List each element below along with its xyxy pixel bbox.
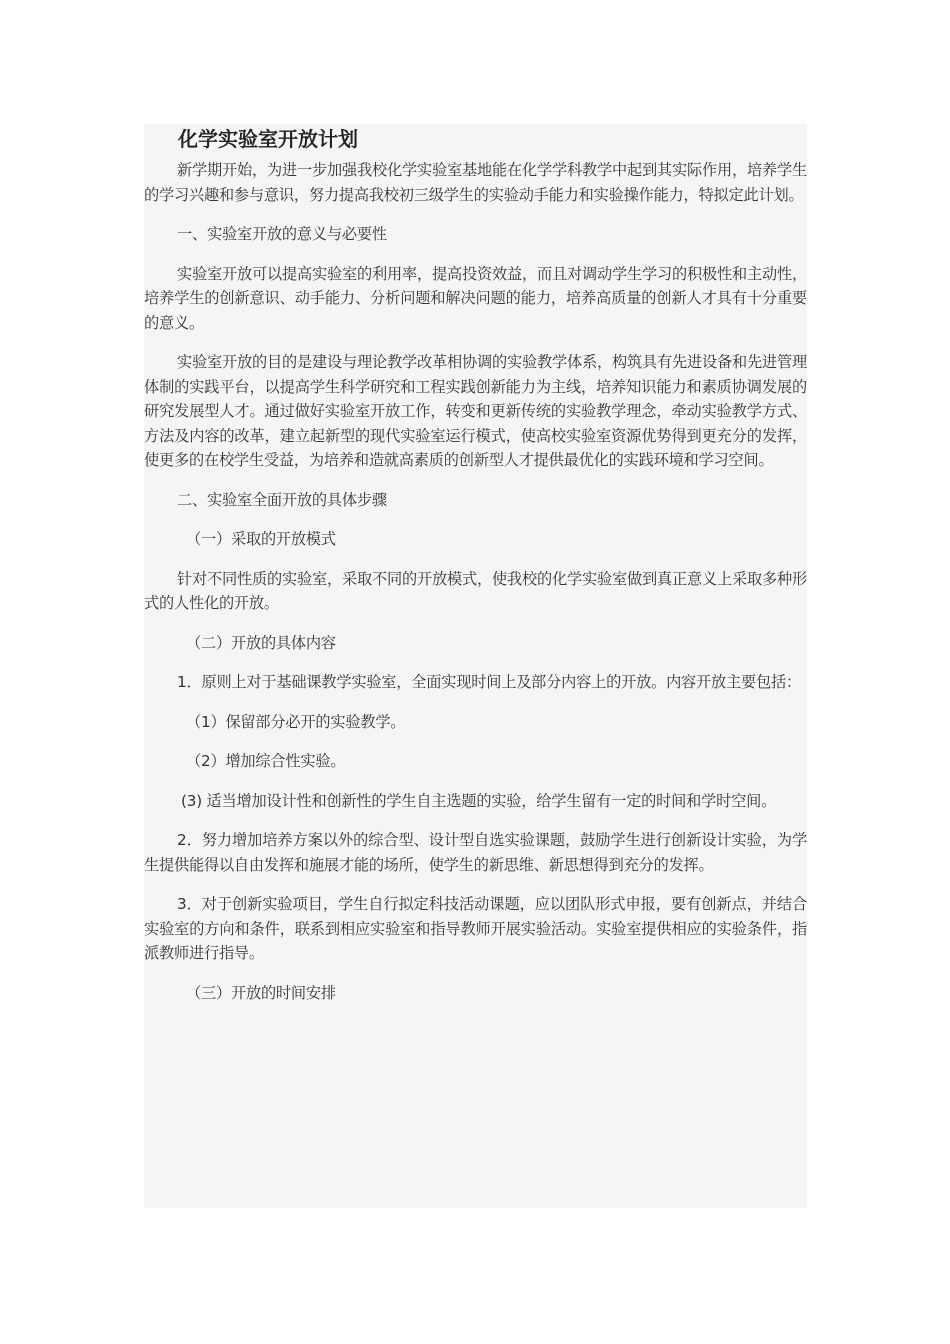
- paragraph-purpose: 实验室开放的目的是建设与理论教学改革相协调的实验教学体系，构筑具有先进设备和先进管理体制的实践平台，以提高学生科学研究和工程实践创新能力为主线，培养知识能力和素质协调发展的研究发展型人才。通过做好实验室开放工作，转变和更新传统的实验教学理念，牵动实验教学方式、方法及内容的改革，建立起新型的现代实验室运行模式，使高校实验室资源优势得到更充分的发挥，使更多的在校学生受益，为培养和造就高素质的创新型人才提供最优化的实践环境和学习空间。: [144, 353, 807, 469]
- section-heading-2: 二、实验室全面开放的具体步骤: [177, 490, 387, 509]
- list-item-2: （2）增加综合性实验。: [186, 752, 346, 770]
- subsection-heading-1: （一）采取的开放模式: [186, 530, 336, 548]
- document-page: [144, 124, 807, 1208]
- list-item-1: （1）保留部分必开的实验教学。: [186, 712, 406, 731]
- paragraph-open-mode: 针对不同性质的实验室，采取不同的开放模式，使我校的化学实验室做到真正意义上采取多种形式的人性化的开放。: [144, 569, 807, 612]
- paragraph-content-3: 3．对于创新实验项目，学生自行拟定科技活动课题，应以团队形式申报，要有创新点，并结合实验室的方向和条件，联系到相应实验室和指导教师开展实验活动。实验室提供相应的实验条件，指派教师进行指导。: [144, 895, 807, 962]
- paragraph-content-1: 1．原则上对于基础课教学实验室，全面实现时间上及部分内容上的开放。内容开放主要包括：: [177, 673, 801, 691]
- paragraph-content-2: 2．努力增加培养方案以外的综合型、设计型自选实验课题，鼓励学生进行创新设计实验，为学生提供能得以自由发挥和施展才能的场所，使学生的新思维、新思想得到充分的发挥。: [144, 831, 807, 874]
- list-item-3: (3) 适当增加设计性和创新性的学生自主选题的实验，给学生留有一定的时间和学时空间。: [181, 791, 777, 810]
- subsection-heading-2: （二）开放的具体内容: [186, 633, 336, 652]
- paragraph-significance: 实验室开放可以提高实验室的利用率，提高投资效益，而且对调动学生学习的积极性和主动性，培养学生的创新意识、动手能力、分析问题和解决问题的能力，培养高质量的创新人才具有十分重要的意义。: [144, 264, 807, 332]
- section-heading-1: 一、实验室开放的意义与必要性: [177, 225, 387, 243]
- document-title: 化学实验室开放计划: [178, 127, 358, 151]
- intro-paragraph: 新学期开始，为进一步加强我校化学实验室基地能在化学学科教学中起到其实际作用，培养学生的学习兴趣和参与意识，努力提高我校初三级学生的实验动手能力和实验操作能力，特拟定此计划。: [144, 161, 807, 204]
- subsection-heading-3: （三）开放的时间安排: [186, 983, 336, 1002]
